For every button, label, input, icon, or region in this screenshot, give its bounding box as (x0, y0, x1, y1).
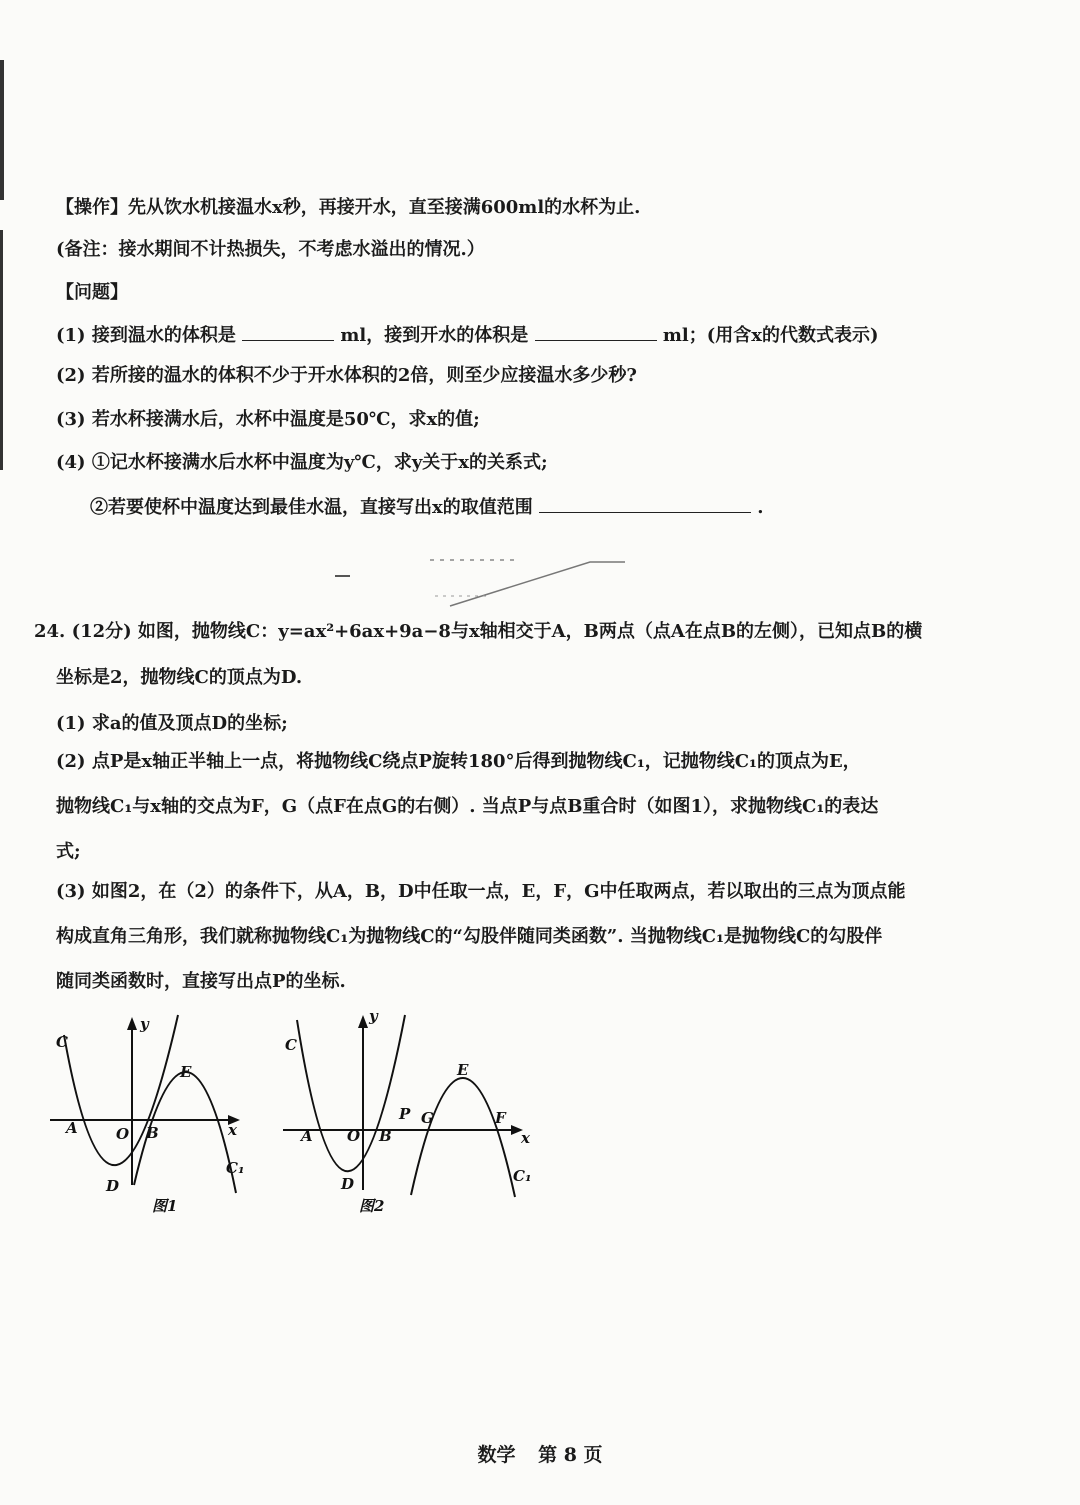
fig1-label-y: y (140, 1015, 149, 1033)
fig1-y-arrow (127, 1017, 137, 1030)
fig1-label-a: A (66, 1119, 78, 1137)
answer-blank-x-range[interactable] (539, 494, 751, 513)
fig2-label-d: D (341, 1175, 355, 1193)
fig2-label-c1: C₁ (513, 1167, 532, 1185)
fig1-label-c: C (56, 1033, 68, 1051)
answer-blank-hot-volume[interactable] (535, 322, 657, 341)
fig2-label-e: E (457, 1061, 469, 1079)
fig2-parabola-c1 (411, 1078, 515, 1197)
margin-mark-mid (0, 230, 3, 470)
q23-note: (备注：接水期间不计热损失，不考虑水溢出的情况.） (56, 239, 485, 260)
figure-1 (40, 1005, 260, 1220)
q24-sub3-line3: 随同类函数时，直接写出点P的坐标. (56, 971, 346, 992)
answer-blank-warm-volume[interactable] (242, 322, 334, 341)
q24-sub3-line2: 构成直角三角形，我们就称抛物线C₁为抛物线C的“勾股伴随同类函数”. 当抛物线C₁是抛物线C的勾股伴 (56, 926, 883, 947)
q23-part1-c: ml；(用含x的代数式表示) (662, 325, 879, 346)
q24-stem-line1: 24. (12分) 如图，抛物线C：y=ax²+6ax+9a−8与x轴相交于A，B两点（点A在点B的左侧），已知点B的横 (34, 621, 923, 642)
fig2-label-b: B (379, 1127, 392, 1145)
fig2-label-a: A (301, 1127, 313, 1145)
q24-sub2-line2: 抛物线C₁与x轴的交点为F，G（点F在点G的右侧）. 当点P与点B重合时（如图1），求抛物线C₁的表达 (56, 796, 879, 817)
fig1-label-b: B (146, 1124, 159, 1142)
fig2-label-g: G (421, 1109, 434, 1127)
fig2-label-f: F (495, 1109, 506, 1127)
fig2-label-c: C (285, 1036, 297, 1054)
fig2-y-arrow (358, 1015, 368, 1028)
bleed-through-marks (330, 548, 650, 618)
q24-sub1: (1) 求a的值及顶点D的坐标; (56, 713, 288, 734)
q23-part1-a: (1) 接到温水的体积是 (56, 325, 236, 346)
fig1-label-x: x (228, 1121, 237, 1139)
q23-problem-header: 【问题】 (56, 282, 128, 303)
fig2-label-p: P (399, 1105, 411, 1123)
fig2-label-y: y (369, 1007, 378, 1025)
fig1-label-c1: C₁ (226, 1159, 245, 1177)
q23-part4-1: (4) ①记水杯接满水后水杯中温度为y℃，求y关于x的关系式; (56, 452, 548, 473)
fig2-label-x: x (521, 1129, 530, 1147)
figure-2 (275, 1005, 545, 1220)
q24-sub2-line3: 式; (56, 841, 81, 862)
margin-mark-top (0, 60, 4, 200)
fig1-label-o: O (116, 1125, 130, 1143)
page-footer (0, 1440, 1080, 1467)
fig2-parabola-c (297, 1015, 405, 1171)
q23-part3: (3) 若水杯接满水后，水杯中温度是50℃，求x的值; (56, 409, 480, 430)
q23-part1-b: ml，接到开水的体积是 (340, 325, 529, 346)
q23-part4-2 (90, 494, 764, 520)
q23-operation: 【操作】先从饮水机接温水x秒，再接开水，直至接满600ml的水杯为止. (56, 197, 641, 218)
q23-part1 (56, 322, 879, 348)
footer-page-number: 第 8 页 (538, 1444, 603, 1466)
fig1-label-e: E (180, 1063, 192, 1081)
q23-part4-2-end: . (757, 497, 764, 518)
fig1-caption: 图1 (152, 1197, 178, 1215)
q24-stem-line2: 坐标是2，抛物线C的顶点为D. (56, 667, 303, 688)
q24-sub2-line1: (2) 点P是x轴正半轴上一点，将抛物线C绕点P旋转180°后得到抛物线C₁，记抛物线C₁的顶点为E， (56, 751, 861, 772)
q23-part4-2-text: ②若要使杯中温度达到最佳水温，直接写出x的取值范围 (90, 497, 533, 518)
fig2-label-o: O (347, 1127, 361, 1145)
q23-part2: (2) 若所接的温水的体积不少于开水体积的2倍，则至少应接温水多少秒? (56, 365, 637, 386)
fig1-label-d: D (106, 1177, 120, 1195)
fig2-caption: 图2 (359, 1197, 385, 1215)
footer-subject: 数学 (477, 1444, 516, 1466)
q24-sub3-line1: (3) 如图2，在（2）的条件下，从A，B，D中任取一点，E，F，G中任取两点，若以取出的三点为顶点能 (56, 881, 906, 902)
